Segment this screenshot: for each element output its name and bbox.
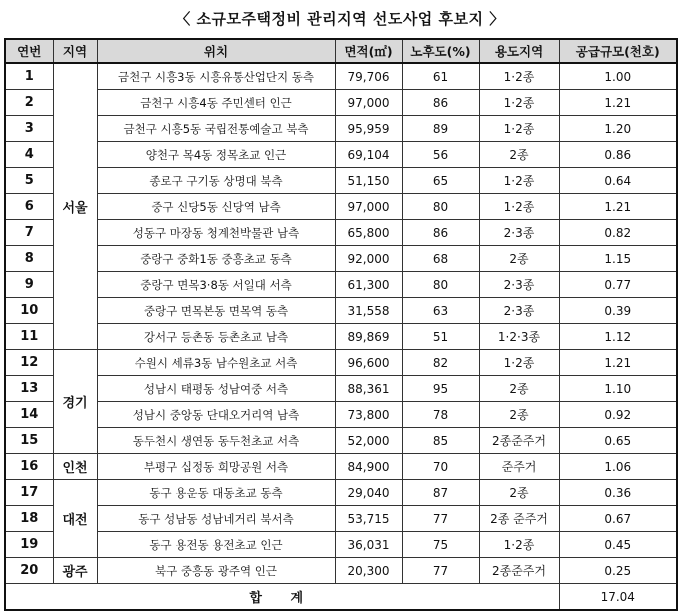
supply-cell: 1.21 bbox=[559, 194, 677, 220]
zone-cell: 1·2종 bbox=[479, 350, 559, 376]
location-cell: 동구 용전동 용전초교 인근 bbox=[97, 532, 335, 558]
region-cell: 광주 bbox=[53, 558, 97, 584]
row-number: 20 bbox=[5, 558, 53, 584]
table-row bbox=[5, 168, 677, 194]
location-cell: 중랑구 면목본동 면목역 동측 bbox=[97, 298, 335, 324]
header-region: 지역 bbox=[53, 39, 97, 63]
location-cell: 강서구 등촌동 등촌초교 남측 bbox=[97, 324, 335, 350]
aging-cell: 87 bbox=[402, 480, 479, 506]
area-cell: 73,800 bbox=[335, 402, 402, 428]
supply-cell: 1.10 bbox=[559, 376, 677, 402]
area-cell: 96,600 bbox=[335, 350, 402, 376]
row-number: 13 bbox=[5, 376, 53, 402]
row-number: 16 bbox=[5, 454, 53, 480]
zone-cell: 2종 bbox=[479, 480, 559, 506]
location-cell: 양천구 목4동 정목초교 인근 bbox=[97, 142, 335, 168]
zone-cell: 2·3종 bbox=[479, 220, 559, 246]
area-cell: 52,000 bbox=[335, 428, 402, 454]
aging-cell: 77 bbox=[402, 506, 479, 532]
total-label: 합 계 bbox=[5, 584, 559, 611]
row-number: 10 bbox=[5, 298, 53, 324]
aging-cell: 68 bbox=[402, 246, 479, 272]
table-row bbox=[5, 142, 677, 168]
zone-cell: 2종 bbox=[479, 142, 559, 168]
area-cell: 89,869 bbox=[335, 324, 402, 350]
row-number: 5 bbox=[5, 168, 53, 194]
location-cell: 수원시 세류3동 남수원초교 서측 bbox=[97, 350, 335, 376]
area-cell: 31,558 bbox=[335, 298, 402, 324]
area-cell: 97,000 bbox=[335, 194, 402, 220]
supply-cell: 0.86 bbox=[559, 142, 677, 168]
aging-cell: 63 bbox=[402, 298, 479, 324]
location-cell: 중구 신당5동 신당역 남측 bbox=[97, 194, 335, 220]
header-zone: 용도지역 bbox=[479, 39, 559, 63]
row-number: 11 bbox=[5, 324, 53, 350]
table-row bbox=[5, 272, 677, 298]
header-row bbox=[5, 39, 677, 63]
supply-cell: 1.20 bbox=[559, 116, 677, 142]
supply-cell: 1.06 bbox=[559, 454, 677, 480]
table-row bbox=[5, 376, 677, 402]
aging-cell: 56 bbox=[402, 142, 479, 168]
aging-cell: 86 bbox=[402, 220, 479, 246]
supply-cell: 0.65 bbox=[559, 428, 677, 454]
table-row bbox=[5, 532, 677, 558]
zone-cell: 1·2종 bbox=[479, 90, 559, 116]
aging-cell: 80 bbox=[402, 194, 479, 220]
zone-cell: 1·2종 bbox=[479, 194, 559, 220]
area-cell: 97,000 bbox=[335, 90, 402, 116]
area-cell: 53,715 bbox=[335, 506, 402, 532]
supply-cell: 0.64 bbox=[559, 168, 677, 194]
area-cell: 20,300 bbox=[335, 558, 402, 584]
row-number: 17 bbox=[5, 480, 53, 506]
table-row bbox=[5, 63, 677, 90]
row-number: 1 bbox=[5, 63, 53, 90]
area-cell: 29,040 bbox=[335, 480, 402, 506]
zone-cell: 2·3종 bbox=[479, 272, 559, 298]
table-row bbox=[5, 194, 677, 220]
supply-cell: 0.39 bbox=[559, 298, 677, 324]
area-cell: 61,300 bbox=[335, 272, 402, 298]
supply-cell: 0.92 bbox=[559, 402, 677, 428]
header-location: 위치 bbox=[97, 39, 335, 63]
row-number: 14 bbox=[5, 402, 53, 428]
supply-cell: 1.00 bbox=[559, 63, 677, 90]
table-row bbox=[5, 220, 677, 246]
page-title: 〈 소규모주택정비 관리지역 선도사업 후보지 〉 bbox=[175, 10, 505, 28]
location-cell: 성남시 태평동 성남여중 서측 bbox=[97, 376, 335, 402]
zone-cell: 2종 bbox=[479, 246, 559, 272]
location-cell: 금천구 시흥4동 주민센터 인근 bbox=[97, 90, 335, 116]
zone-cell: 2종 준주거 bbox=[479, 506, 559, 532]
location-cell: 중랑구 면목3·8동 서일대 서측 bbox=[97, 272, 335, 298]
supply-cell: 0.36 bbox=[559, 480, 677, 506]
aging-cell: 65 bbox=[402, 168, 479, 194]
header-area: 면적(㎡) bbox=[335, 39, 402, 63]
row-number: 4 bbox=[5, 142, 53, 168]
total-row bbox=[5, 584, 677, 611]
candidate-sites-table bbox=[4, 38, 678, 611]
row-number: 8 bbox=[5, 246, 53, 272]
aging-cell: 51 bbox=[402, 324, 479, 350]
location-cell: 동구 용운동 대동초교 동측 bbox=[97, 480, 335, 506]
zone-cell: 1·2종 bbox=[479, 168, 559, 194]
area-cell: 84,900 bbox=[335, 454, 402, 480]
aging-cell: 85 bbox=[402, 428, 479, 454]
area-cell: 51,150 bbox=[335, 168, 402, 194]
row-number: 2 bbox=[5, 90, 53, 116]
area-cell: 79,706 bbox=[335, 63, 402, 90]
supply-cell: 0.25 bbox=[559, 558, 677, 584]
table-row bbox=[5, 428, 677, 454]
supply-cell: 1.21 bbox=[559, 350, 677, 376]
zone-cell: 준주거 bbox=[479, 454, 559, 480]
table-row bbox=[5, 324, 677, 350]
area-cell: 95,959 bbox=[335, 116, 402, 142]
table-row bbox=[5, 402, 677, 428]
supply-cell: 1.12 bbox=[559, 324, 677, 350]
aging-cell: 89 bbox=[402, 116, 479, 142]
aging-cell: 77 bbox=[402, 558, 479, 584]
region-cell: 경기 bbox=[53, 350, 97, 454]
row-number: 19 bbox=[5, 532, 53, 558]
zone-cell: 1·2·3종 bbox=[479, 324, 559, 350]
area-cell: 88,361 bbox=[335, 376, 402, 402]
zone-cell: 2종 bbox=[479, 376, 559, 402]
location-cell: 동구 성남동 성남네거리 북서측 bbox=[97, 506, 335, 532]
supply-cell: 0.82 bbox=[559, 220, 677, 246]
header-no: 연번 bbox=[5, 39, 53, 63]
row-number: 9 bbox=[5, 272, 53, 298]
table-row bbox=[5, 480, 677, 506]
location-cell: 종로구 구기동 상명대 북측 bbox=[97, 168, 335, 194]
table-row bbox=[5, 90, 677, 116]
location-cell: 성동구 마장동 청계천박물관 남측 bbox=[97, 220, 335, 246]
row-number: 3 bbox=[5, 116, 53, 142]
zone-cell: 2종준주거 bbox=[479, 558, 559, 584]
row-number: 6 bbox=[5, 194, 53, 220]
area-cell: 69,104 bbox=[335, 142, 402, 168]
supply-cell: 1.15 bbox=[559, 246, 677, 272]
table-row bbox=[5, 454, 677, 480]
location-cell: 성남시 중앙동 단대오거리역 남측 bbox=[97, 402, 335, 428]
location-cell: 금천구 시흥5동 국립전통예술고 북측 bbox=[97, 116, 335, 142]
area-cell: 65,800 bbox=[335, 220, 402, 246]
area-cell: 92,000 bbox=[335, 246, 402, 272]
header-aging: 노후도(%) bbox=[402, 39, 479, 63]
row-number: 15 bbox=[5, 428, 53, 454]
zone-cell: 1·2종 bbox=[479, 63, 559, 90]
zone-cell: 1·2종 bbox=[479, 532, 559, 558]
supply-cell: 0.77 bbox=[559, 272, 677, 298]
aging-cell: 82 bbox=[402, 350, 479, 376]
location-cell: 동두천시 생연동 동두천초교 서측 bbox=[97, 428, 335, 454]
region-cell: 서울 bbox=[53, 63, 97, 350]
row-number: 12 bbox=[5, 350, 53, 376]
table-row bbox=[5, 116, 677, 142]
aging-cell: 61 bbox=[402, 63, 479, 90]
aging-cell: 78 bbox=[402, 402, 479, 428]
location-cell: 금천구 시흥3동 시흥유통산업단지 동측 bbox=[97, 63, 335, 90]
aging-cell: 95 bbox=[402, 376, 479, 402]
aging-cell: 80 bbox=[402, 272, 479, 298]
table-row bbox=[5, 506, 677, 532]
location-cell: 중랑구 중화1동 중흥초교 동측 bbox=[97, 246, 335, 272]
area-cell: 36,031 bbox=[335, 532, 402, 558]
location-cell: 북구 중흥동 광주역 인근 bbox=[97, 558, 335, 584]
table-row bbox=[5, 350, 677, 376]
aging-cell: 70 bbox=[402, 454, 479, 480]
zone-cell: 1·2종 bbox=[479, 116, 559, 142]
table-row bbox=[5, 246, 677, 272]
aging-cell: 86 bbox=[402, 90, 479, 116]
row-number: 7 bbox=[5, 220, 53, 246]
region-cell: 대전 bbox=[53, 480, 97, 558]
header-supply: 공급규모(천호) bbox=[559, 39, 677, 63]
zone-cell: 2종준주거 bbox=[479, 428, 559, 454]
total-supply: 17.04 bbox=[559, 584, 677, 611]
table-row bbox=[5, 298, 677, 324]
row-number: 18 bbox=[5, 506, 53, 532]
region-cell: 인천 bbox=[53, 454, 97, 480]
zone-cell: 2종 bbox=[479, 402, 559, 428]
supply-cell: 1.21 bbox=[559, 90, 677, 116]
zone-cell: 2·3종 bbox=[479, 298, 559, 324]
aging-cell: 75 bbox=[402, 532, 479, 558]
table-row bbox=[5, 558, 677, 584]
supply-cell: 0.67 bbox=[559, 506, 677, 532]
supply-cell: 0.45 bbox=[559, 532, 677, 558]
location-cell: 부평구 십정동 희망공원 서측 bbox=[97, 454, 335, 480]
